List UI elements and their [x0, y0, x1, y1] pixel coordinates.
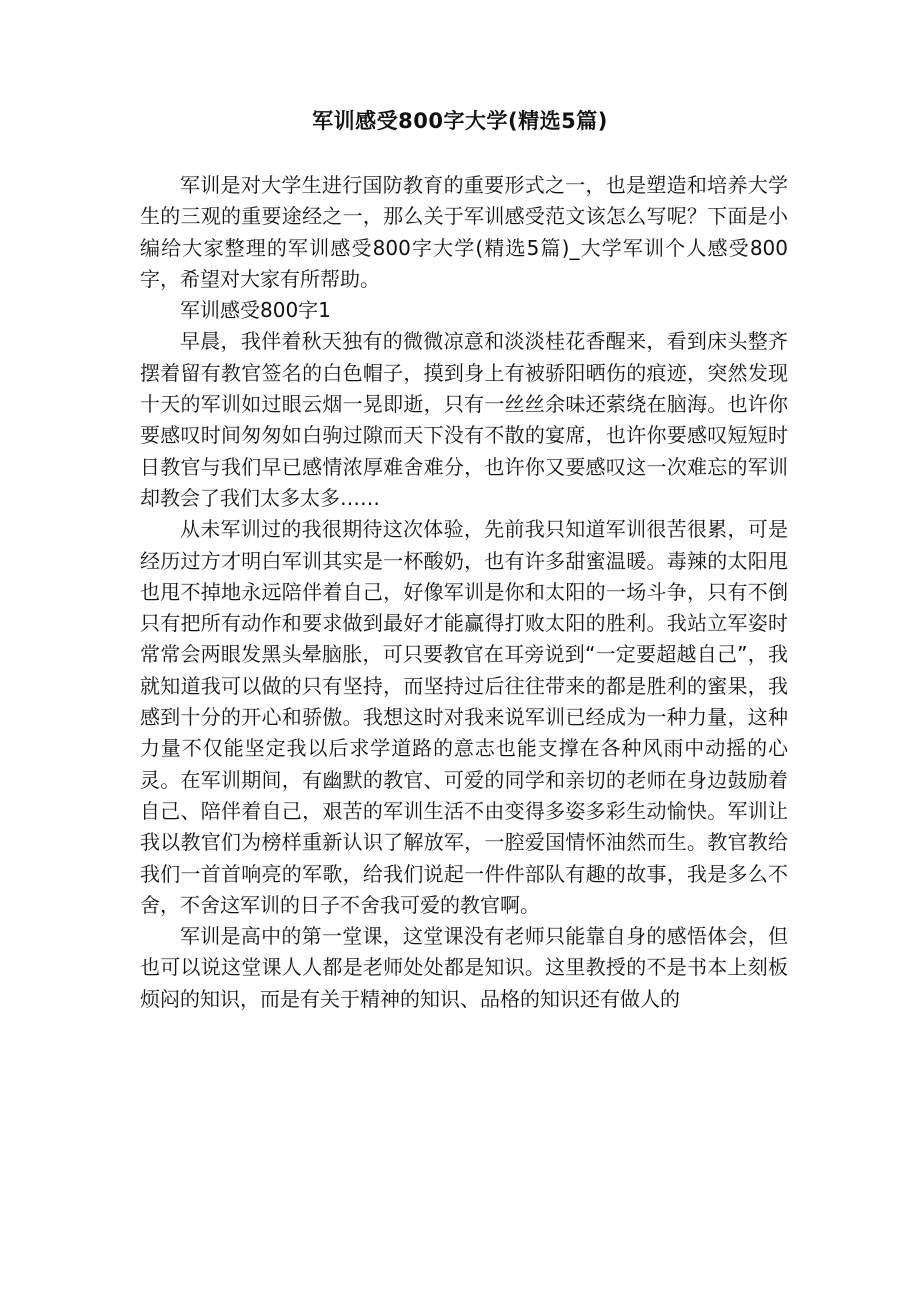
body-paragraph: 早晨，我伴着秋天独有的微微凉意和淡淡桂花香醒来，看到床头整齐摆着留有教官签名的白色帽子，摸到身上有被骄阳晒伤的痕迹，突然发现十天的军训如过眼云烟一晃即逝，只有一丝丝余味还萦绕在脑海。也许你要感叹时间匆匆如白驹过隙而天下没有不散的宴席，也许你要感叹短短时日教官与我们早已感情浓厚难舍难分，也许你又要感叹这一次难忘的军训却教会了我们太多太多…… [140, 329, 788, 510]
body-paragraph: 军训是高中的第一堂课，这堂课没有老师只能靠自身的感悟体会，但也可以说这堂课人人都是老师处处都是知识。这里教授的不是书本上刻板烦闷的知识，而是有关于精神的知识、品格的知识还有做人的 [140, 924, 788, 1011]
document-title: 军训感受800字大学(精选5篇) [312, 109, 608, 133]
document-body [140, 170, 788, 1015]
section-heading: 军训感受800字1 [180, 298, 331, 323]
body-paragraph: 从未军训过的我很期待这次体验，先前我只知道军训很苦很累，可是经历过方才明白军训其实是一杯酸奶，也有许多甜蜜温暖。毒辣的太阳甩也甩不掉地永远陪伴着自己，好像军训是你和太阳的一场斗争，只有不倒只有把所有动作和要求做到最好才能赢得打败太阳的胜利。我站立军姿时常常会两眼发黑头晕脑胀，可只要教官在耳旁说到“一定要超越自己”，我就知道我可以做的只有坚持，而坚持过后往往带来的都是胜利的蜜果，我感到十分的开心和骄傲。我想这时对我来说军训已经成为一种力量，这种力量不仅能坚定我以后求学道路的意志也能支撑在各种风雨中动摇的心灵。在军训期间，有幽默的教官、可爱的同学和亲切的老师在身边鼓励着自己、陪伴着自己，艰苦的军训生活不由变得多姿多彩生动愉快。军训让我以教官们为榜样重新认识了解放军，一腔爱国情怀油然而生。教官教给我们一首首响亮的军歌，给我们说起一件件部队有趣的故事，我是多么不舍，不舍这军训的日子不舍我可爱的教官啊。 [140, 517, 788, 917]
intro-paragraph: 军训是对大学生进行国防教育的重要形式之一，也是塑造和培养大学生的三观的重要途经之一，那么关于军训感受范文该怎么写呢？下面是小编给大家整理的军训感受800字大学(精选5篇)_大学军训个人感受800字，希望对大家有所帮助。 [140, 173, 788, 291]
